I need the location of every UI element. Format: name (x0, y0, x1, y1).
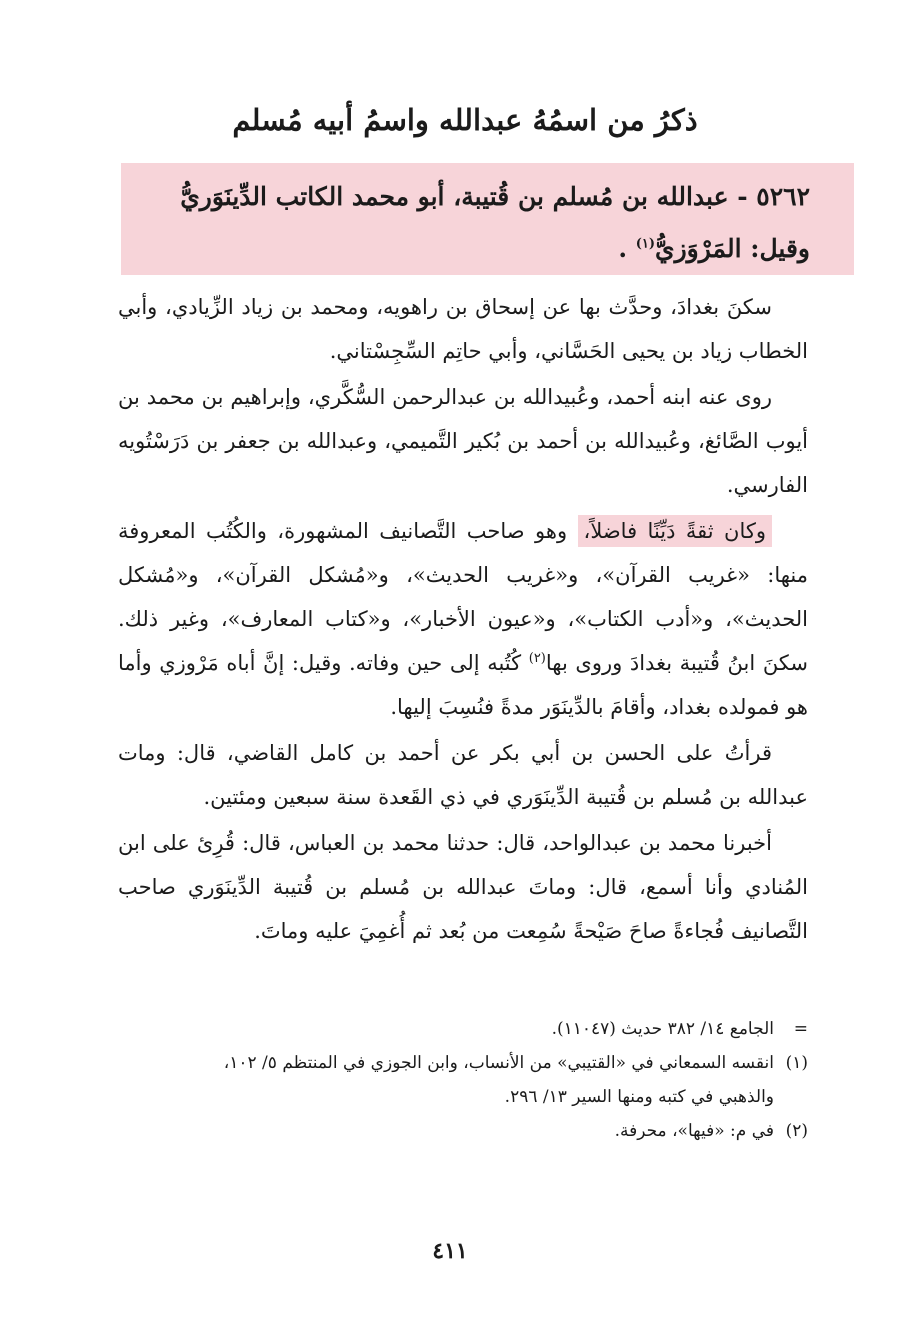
entry-line-end: . (618, 234, 636, 263)
paragraph-death-date: قرأتُ على الحسن بن أبي بكر عن أحمد بن كامل القاضي، قال: ومات عبدالله بن مُسلم بن قُتيبة الدِّينَوَري في ذي القَعدة سنة سبعين ومئتين. (118, 741, 808, 809)
paragraph-death-account: أخبرنا محمد بن عبدالواحد، قال: حدثنا محمد بن العباس، قال: قُرِئ على ابن المُنادي وأنا أسمع، قال: وماتَ عبدالله بن مُسلم بن قُتيبة الدِّينَوَري صاحب التَّصانيف فُجاءةً صاحَ صَيْحةً سُمِعت من بُعد ثم أُغمِيَ عليه وماتَ. (118, 831, 808, 943)
footnote-reference (118, 1012, 808, 1046)
footnote-1-text: انقسه السمعاني في «القتيبي» من الأنساب، وابن الجوزي في المنتظم ٥/ ١٠٢، (223, 1053, 774, 1073)
entry-alt-name: وقيل: المَرْوَزيُّ (655, 234, 810, 263)
paragraph-works-text-b: كُتُبه إلى حين وفاته. وقيل: إنَّ أباه مَرْوزي وأما هو فمولده بغداد، وأقامَ بالدِّينَوَر مدةً فنُسِبَ إليها. (118, 651, 808, 719)
footnote-ref-1: (١) (635, 236, 656, 252)
entry-header-highlight (121, 163, 854, 275)
footnote-ref-2: (٢) (528, 651, 546, 666)
footnote-1-continuation: والذهبي في كتبه ومنها السير ١٣/ ٢٩٦. (504, 1087, 774, 1107)
paragraph-narrators: روى عنه ابنه أحمد، وعُبيدالله بن عبدالرحمن السُّكَّري، وإبراهيم بن محمد بن أيوب الصَّائغ، وعُبيدالله بن أحمد بن بُكير التَّميمي، وعبدالله بن جعفر بن دَرَسْتُويه الفارسي. (118, 385, 808, 497)
footnote-2 (118, 1114, 808, 1148)
section-heading: ذكرُ من اسمُهُ عبدالله واسمُ أبيه مُسلم (232, 103, 698, 137)
footnote-1-mark: (١) (785, 1053, 808, 1073)
entry-alt-name-line (141, 223, 810, 275)
footnotes (118, 1012, 808, 1148)
footnote-2-mark: (٢) (785, 1121, 808, 1141)
highlighted-phrase: وكان ثقةً دَيِّنًا فاضلاً، (578, 515, 772, 547)
footnote-ref-mark: = (793, 1019, 808, 1039)
footnote-ref-text: الجامع ١٤/ ٣٨٢ حديث (١١٠٤٧). (551, 1019, 774, 1039)
page-number: ٤١١ (432, 1238, 468, 1264)
footnote-1 (118, 1046, 808, 1080)
entry-body (118, 285, 808, 953)
paragraph-residence: سكنَ بغدادَ، وحدَّث بها عن إسحاق بن راهويه، ومحمد بن زياد الزِّيادي، وأبي الخطاب زياد بن يحيى الحَسَّاني، وأبي حاتِم السِّجِسْتاني. (118, 295, 808, 363)
footnote-2-text: في م: «فيها»، محرفة. (614, 1121, 774, 1141)
paragraph-works-text-a: وهو صاحب التَّصانيف المشهورة، والكُتُب المعروفة منها: «غريب القرآن»، و«غريب الحديث»، و«مُشكل القرآن»، و«مُشكل الحديث»، و«أدب الكتاب»، و«عيون الأخبار»، و«كتاب المعارف»، وغير ذلك. سكنَ ابنُ قُتيبة بغدادَ وروى بها (118, 519, 808, 675)
paragraph-works (118, 509, 808, 729)
entry-title-line: ٥٢٦٢ - عبدالله بن مُسلم بن قُتيبة، أبو محمد الكاتب الدِّينَوَريُّ (180, 182, 810, 211)
